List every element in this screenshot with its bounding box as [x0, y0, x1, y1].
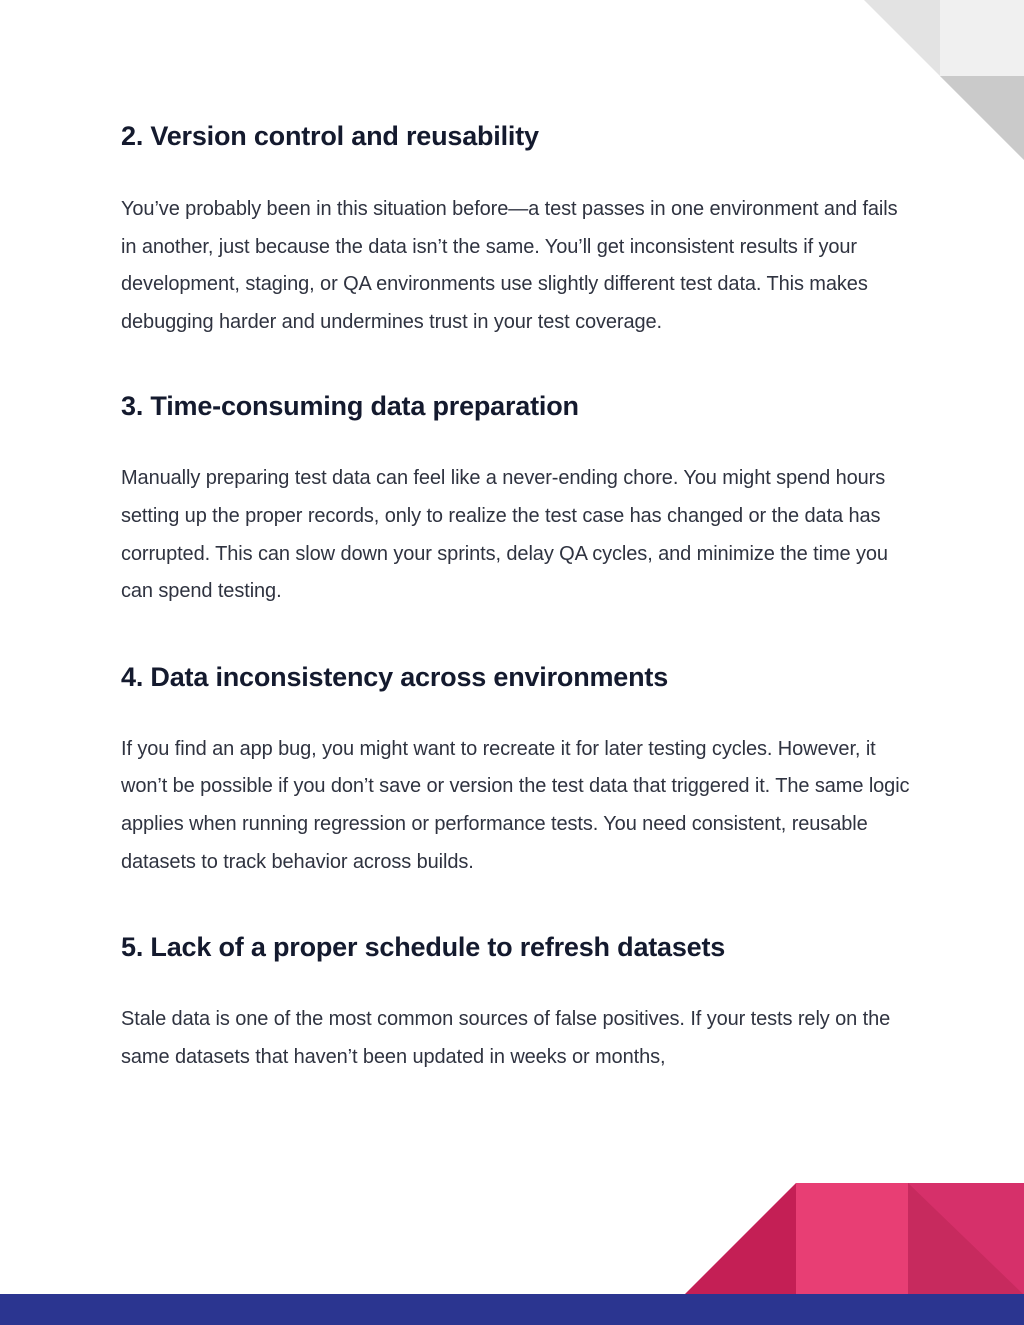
section-data-inconsistency — [121, 653, 911, 881]
section-paragraph: Stale data is one of the most common sources of false positives. If your tests rely on the same datasets that haven’t been updated in weeks or months, — [121, 1008, 891, 1068]
document-content — [121, 112, 911, 1076]
section-refresh-schedule — [121, 923, 911, 1076]
decoration-crimson-triangle — [684, 1183, 796, 1295]
section-paragraph: If you find an app bug, you might want to recreate it for later testing cycles. However, it won’t be possible if you don’t save or version the test data that triggered it. The same logic applies when running regression or performance tests. You need consistent, reusable datasets to track behavior across builds. — [121, 737, 910, 873]
section-data-preparation — [121, 382, 911, 610]
section-version-control — [121, 112, 911, 341]
decoration-pink-square — [796, 1183, 908, 1295]
section-heading: 4. Data inconsistency across environments — [121, 661, 669, 692]
section-paragraph: Manually preparing test data can feel like a never-ending chore. You might spend hours setting up the proper records, only to realize the test case has changed or the data has corrupted. This can slow down your sprints, delay QA cycles, and minimize the time you can spend testing. — [121, 467, 888, 603]
section-paragraph: You’ve probably been in this situation before—a test passes in one environment and fails in another, just because the data isn’t the same. You’ll get inconsistent results if your development, staging, or QA environments use slightly different test data. This makes debugging harder and undermines trust in your test coverage. — [121, 198, 898, 333]
bottom-right-decoration — [684, 1183, 1024, 1295]
footer-band — [0, 1294, 1024, 1325]
section-heading: 2. Version control and reusability — [121, 121, 539, 151]
corner-dark-triangle — [940, 76, 1024, 160]
corner-square — [940, 0, 1024, 76]
section-heading: 5. Lack of a proper schedule to refresh datasets — [121, 932, 726, 963]
section-heading: 3. Time-consuming data preparation — [121, 391, 579, 422]
